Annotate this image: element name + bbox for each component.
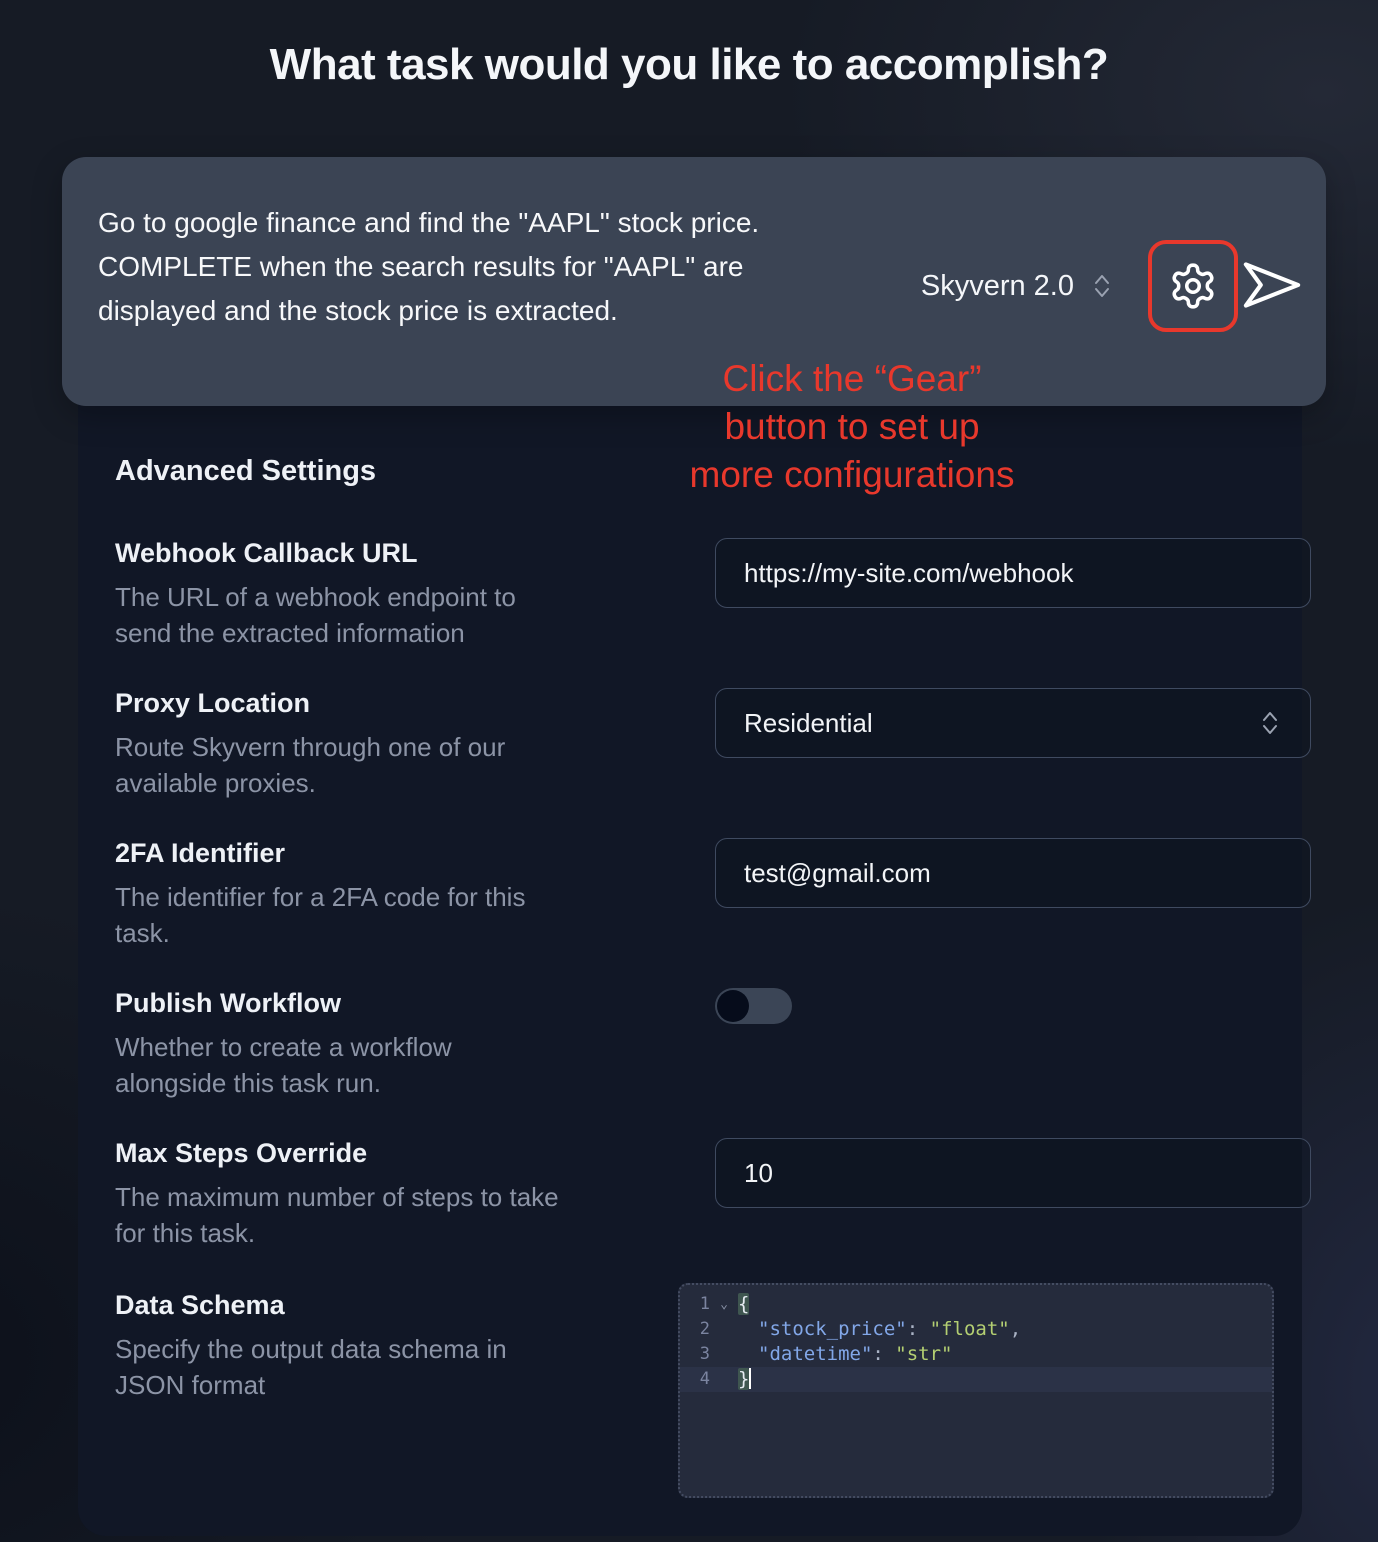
2fa-identifier-input[interactable] (715, 838, 1311, 908)
fold-chevron-icon[interactable]: ⌄ (720, 1297, 728, 1312)
open-brace: { (738, 1293, 750, 1315)
json-colon: : (872, 1343, 884, 1365)
page-title: What task would you like to accomplish? (269, 40, 1109, 89)
settings-gear-button[interactable] (1152, 244, 1234, 328)
json-colon: : (906, 1318, 919, 1340)
advanced-settings-heading: Advanced Settings (115, 455, 377, 487)
2fa-identifier-label: 2FA Identifier (115, 838, 286, 868)
max-steps-input[interactable] (715, 1138, 1311, 1208)
proxy-location-select[interactable] (715, 688, 1311, 758)
gear-icon (1168, 261, 1218, 311)
proxy-location-value: Residential (744, 707, 873, 738)
webhook-url-description: The URL of a webhook endpoint to send the extracted information (115, 582, 516, 648)
publish-workflow-toggle[interactable] (715, 988, 792, 1024)
engine-select[interactable] (921, 270, 1114, 303)
max-steps-label: Max Steps Override (115, 1138, 368, 1168)
proxy-location-description: Route Skyvern through one of our available proxies. (115, 732, 506, 798)
gear-annotation-box (1148, 240, 1238, 332)
webhook-url-input[interactable] (715, 538, 1311, 608)
line-number: 1 (699, 1294, 710, 1314)
line-number: 4 (699, 1369, 710, 1389)
annotation-text (598, 355, 1106, 499)
code-line-3 (680, 1342, 1272, 1367)
json-key: "datetime" (758, 1343, 873, 1365)
toggle-knob (717, 990, 749, 1022)
text-cursor (749, 1368, 751, 1389)
engine-select-value: Skyvern 2.0 (920, 269, 1074, 302)
line-number: 3 (699, 1344, 710, 1364)
data-schema-editor[interactable] (678, 1283, 1274, 1498)
send-button[interactable] (1240, 257, 1304, 316)
chevrons-up-down-icon (1090, 271, 1114, 301)
code-line-2 (680, 1317, 1272, 1342)
annotation-line: button to set up (724, 406, 980, 447)
chevrons-up-down-icon (1258, 708, 1282, 738)
publish-workflow-description: Whether to create a workflow alongside this task run. (115, 1032, 452, 1098)
line-number: 2 (699, 1319, 710, 1339)
max-steps-description: The maximum number of steps to take for this task. (115, 1182, 559, 1248)
data-schema-description: Specify the output data schema in JSON format (115, 1334, 507, 1400)
webhook-url-label: Webhook Callback URL (115, 538, 418, 568)
data-schema-label: Data Schema (115, 1290, 285, 1320)
annotation-line: Click the “Gear” (722, 358, 982, 399)
close-brace: } (738, 1368, 750, 1390)
publish-workflow-label: Publish Workflow (115, 988, 342, 1018)
2fa-identifier-description: The identifier for a 2FA code for this task. (115, 882, 526, 948)
code-line-4 (680, 1367, 1272, 1392)
annotation-line: more configurations (689, 454, 1015, 495)
code-line-1 (680, 1292, 1272, 1317)
send-icon (1240, 257, 1304, 313)
prompt-card-controls (921, 240, 1304, 332)
proxy-location-label: Proxy Location (115, 688, 311, 718)
task-prompt-input[interactable]: Go to google finance and find the "AAPL" stock price. COMPLETE when the search results for "AAPL" are displayed and the stock price is extracted. (98, 207, 760, 326)
json-comma: , (1009, 1318, 1022, 1340)
json-value: "float" (929, 1318, 1010, 1340)
json-key: "stock_price" (758, 1318, 907, 1340)
json-value: "str" (895, 1343, 953, 1365)
